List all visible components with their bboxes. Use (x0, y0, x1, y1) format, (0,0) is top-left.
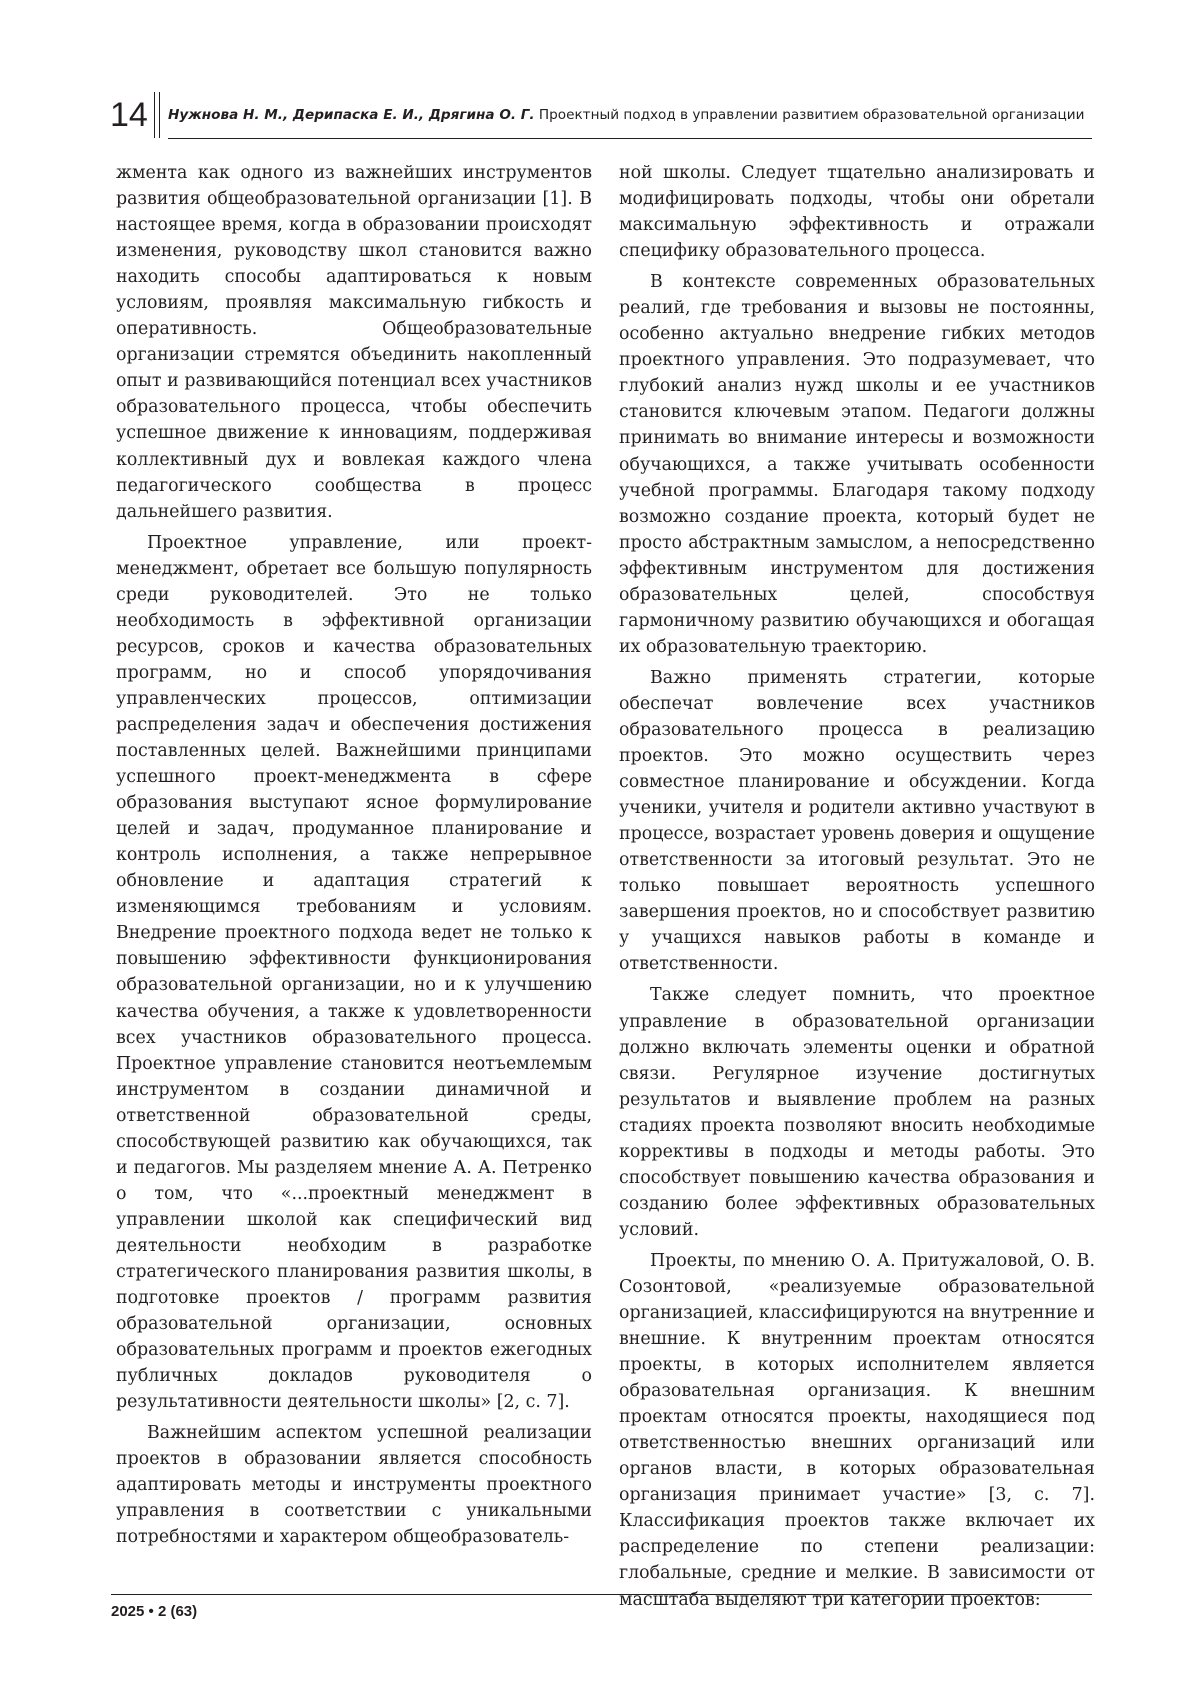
page-number: 14 (110, 96, 148, 134)
paragraph: жмента как одного из важнейших инструментов развития общеобразовательной организации [1]. В настоящее время, когда в образовании происходят изменения, руководству школ становится важно находить способы адаптироваться к новым условиям, проявляя максимальную гибкость и оперативность. Общеобразовательные организации стремятся объединить накопленный опыт и развивающийся потенциал всех участников образовательного процесса, чтобы обеспечить успешное движение к инновациям, поддерживая коллективный дух и вовлекая каждого члена педагогического сообщества в процесс дальнейшего развития. (116, 163, 592, 522)
header-double-rule (154, 92, 160, 138)
paragraph: Проектное управление, или проект-менеджмент, обретает все большую популярность среди руководителей. Это не только необходимость в эффективной организации ресурсов, сроков и качества образовательных программ, но и способ упорядочивания управленческих процессов, оптимизации распределения задач и обеспечения достижения поставленных целей. Важнейшими принципами успешного проект-менеджмента в сфере образования выступают ясное формулирование целей и задач, продуманное планирование и контроль исполнения, а также непрерывное обновление и адаптация стратегий к изменяющимся требованиям и условиям. Внедрение проектного подхода ведет не только к повышению эффективности функционирования образовательной организации, но и к улучшению качества обучения, а также к удовлетворенности всех участников образовательного процесса. Проектное управление становится неотъемлемым инструментом в создании динамичной и ответственной образовательной среды, способствующей развитию как обучающихся, так и педагогов. Мы разделяем мнение А. А. Петренко о том, что «...проектный менеджмент в управлении школой как специфический вид деятельности необходим в разработке стратегического планирования развития школы, в подготовке проектов / программ развития образовательной организации, основных образовательных программ и проектов ежегодных публичных докладов руководителя о результативности деятельности школы» [2, с. 7]. (116, 532, 592, 1413)
header-underline (168, 138, 1092, 139)
paragraph: В контексте современных образовательных реалий, где требования и вызовы не постоянны, особенно актуально внедрение гибких методов проектного управления. Это подразумевает, что глубокий анализ нужд школы и ее участников становится ключевым этапом. Педагоги должны принимать во внимание интересы и возможности обучающихся, а также учитывать особенности учебной программы. Благодаря такому подходу возможно создание проекта, который будет не просто абстрактным замыслом, а непосредственно эффективным инструментом для достижения образовательных целей, способствуя гармоничному развитию обучающихся и обогащая их образовательную траекторию. (619, 272, 1095, 657)
paragraph: Также следует помнить, что проектное управление в образовательной организации должно включать элементы оценки и обратной связи. Регулярное изучение достигнутых результатов и выявление проблем на разных стадиях проекта позволяют вносить необходимые коррективы в подходы и методы работы. Это способствует повышению качества образования и созданию более эффективных образовательных условий. (619, 985, 1095, 1240)
running-header (110, 92, 1092, 138)
paragraph: Важнейшим аспектом успешной реализации проектов в образовании является способность адаптировать методы и инструменты проектного управления в соответствии с уникальными потребностями и характером общеобразователь- (116, 1423, 592, 1548)
paragraph: Проекты, по мнению О. А. Притужаловой, О. В. Созонтовой, «реализуемые образовательной организацией, классифицируются на внутренние и внешние. К внутренним проектам относятся проекты, в которых исполнителем является образовательная организация. К внешним проектам относятся проекты, находящиеся под ответственностью внешних организаций или органов власти, в которых образовательная организация принимает участие» [3, с. 7]. Классификация проектов также включает их распределение по степени реализации: глобальные, средние и мелкие. В зависимости от масштаба выделяют три категории проектов: (619, 1250, 1095, 1610)
header-citation (168, 98, 1092, 132)
text-column-left (116, 160, 592, 1550)
issue-number: 2025 • 2 (63) (111, 1603, 198, 1620)
footer-rule (111, 1594, 1092, 1595)
paragraph: ной школы. Следует тщательно анализировать и модифицировать подходы, чтобы они обретали максимальную эффективность и отражали специфику образовательного процесса. (619, 163, 1095, 262)
header-article-title: Проектный подход в управлении развитием образовательной организации (538, 107, 1085, 123)
paragraph: Важно применять стратегии, которые обеспечат вовлечение всех участников образовательного процесса в реализацию проектов. Это можно осуществить через совместное планирование и обсуждении. Когда ученики, учителя и родители активно участвуют в процессе, возрастает уровень доверия и ощущение ответственности за итоговый результат. Это не только повышает вероятность успешного завершения проектов, но и способствует развитию у учащихся навыков работы в команде и ответственности. (619, 667, 1095, 975)
text-column-right (619, 160, 1095, 1613)
header-authors: Нужнова Н. М., Дерипаска Е. И., Дрягина О. Г. (168, 107, 535, 123)
